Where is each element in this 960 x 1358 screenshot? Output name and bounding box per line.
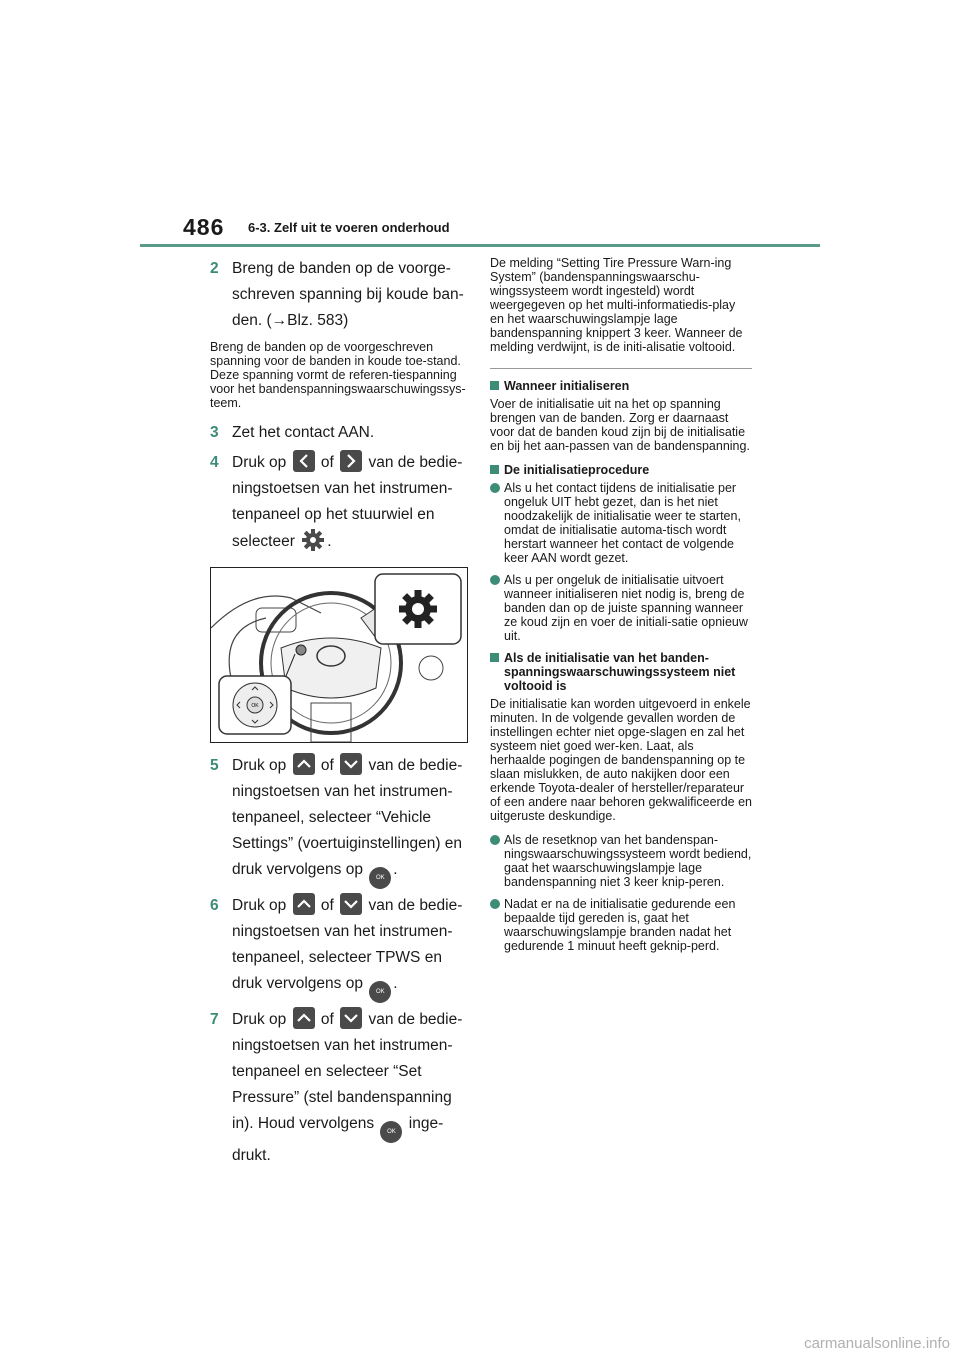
heading-square-icon [490, 381, 499, 390]
step-text-a: Druk op [232, 897, 287, 914]
step-number: 5 [210, 757, 219, 774]
ok-button-icon: OK [369, 867, 391, 889]
step-2 [210, 256, 470, 334]
bullet-text: Als u per ongeluk de initialisatie uitvoert wanneer initialiseren niet nodig is, breng de banden dan op de juiste spanning wanneer ze koud zijn en voer de initiali-satie opnieuw uit. [504, 573, 748, 643]
left-column [210, 256, 470, 1173]
step-text-a: Druk op [232, 757, 287, 774]
step-text-d: . [327, 533, 332, 550]
section-title: 6-3. Zelf uit te voeren onderhoud [248, 220, 450, 235]
heading-not-completed [490, 651, 752, 693]
step-text: Breng de banden op de voorge-schreven spanning bij koude ban-den. (→Blz. 583) [232, 260, 464, 329]
right-column [490, 256, 752, 961]
bullet-item [490, 897, 752, 953]
step-text-a: Druk op [232, 1011, 287, 1028]
step-text-b: of [320, 1011, 334, 1028]
bullet-item [490, 481, 752, 565]
when-initialize-text: Voer de initialisatie uit na het op spanning brengen van de banden. Zorg er daarnaast voor dat de banden koud zijn bij de initialisatie en bij het aan-passen van de bandenspanning. [490, 397, 750, 453]
chevron-down-icon [340, 1007, 362, 1029]
ok-button-icon: OK [380, 1121, 402, 1143]
gear-icon [301, 528, 325, 561]
step-text-c: van de bedie-ningstoetsen van het instrumen-tenpaneel en selecteer “Set Pressure” (stel bandenspanning in). Houd vervolgens [232, 1011, 463, 1132]
chevron-up-icon [293, 1007, 315, 1029]
step-text-b: of [320, 897, 334, 914]
heading-text: De initialisatieprocedure [504, 463, 650, 477]
steering-wheel-illustration [210, 567, 468, 743]
heading-when-initialize [490, 379, 752, 393]
chevron-right-icon [340, 450, 362, 472]
chevron-left-icon [293, 450, 315, 472]
step-3 [210, 420, 470, 446]
chevron-down-icon [340, 753, 362, 775]
bullet-dot-icon [490, 575, 500, 585]
step-7 [210, 1007, 470, 1169]
heading-square-icon [490, 653, 499, 662]
chevron-up-icon [293, 893, 315, 915]
step-text-d: . [393, 975, 398, 992]
heading-text: Wanneer initialiseren [504, 379, 630, 393]
step-5 [210, 753, 470, 889]
watermark: carmanualsonline.info [804, 1335, 950, 1352]
step-text-c: van de bedie-ningstoetsen van het instrumen-tenpaneel, selecteer “Vehicle Settings” (voertuiginstellingen) en druk vervolgens op [232, 757, 463, 878]
step-number: 2 [210, 260, 219, 277]
step-number: 4 [210, 454, 219, 471]
page-number: 486 [183, 214, 225, 240]
bullet-text: Nadat er na de initialisatie gedurende een bepaalde tijd gereden is, gaat het waarschuwingslampje branden nadat het gedurende 1 minuut heeft geknip-perd. [504, 897, 736, 953]
step-text-a: Druk op [232, 454, 287, 471]
bullet-text: Als u het contact tijdens de initialisatie per ongeluk UIT hebt gezet, dan is het niet noodzakelijk de initialisatie weer te starten, omdat de initialisatie automa-tisch wordt herstart wanneer het contact de volgende keer AAN wordt gezet. [504, 481, 741, 565]
heading-square-icon [490, 465, 499, 474]
heading-procedure [490, 463, 752, 477]
step-number: 7 [210, 1011, 219, 1028]
step-text: Zet het contact AAN. [232, 424, 375, 441]
bullet-text: Als de resetknop van het bandenspan-ningswaarschuwingssysteem wordt bediend, gaat het waarschuwingslampje lage bandenspanning niet 3 keer knip-peren. [504, 833, 752, 889]
intro-paragraph: De melding “Setting Tire Pressure Warn-ing System” (bandenspanningswaarschu-wingssysteem wordt ingesteld) wordt weergegeven op het multi-informatiedis-play en het waarschuwingslampje lage bandenspanning knippert 3 keer. Wanneer de melding verdwijnt, is de initi-alisatie voltooid. [490, 256, 743, 354]
step-2-note: Breng de banden op de voorgeschreven spanning voor de banden in koude toe-stand. Deze spanning vormt de referen-tiespanning voor het bandenspanningswaarschuwingssys-teem. [210, 340, 466, 410]
step-number: 6 [210, 897, 219, 914]
step-text-d: inge-drukt. [232, 1115, 444, 1164]
step-6 [210, 893, 470, 1003]
chevron-down-icon [340, 893, 362, 915]
bullet-dot-icon [490, 835, 500, 845]
step-text-c: van de bedie-ningstoetsen van het instrumen-tenpaneel, selecteer TPWS en druk vervolgens op [232, 897, 463, 992]
step-text-b: of [320, 757, 334, 774]
bullet-item [490, 573, 752, 643]
heading-text: Als de initialisatie van het banden-spanningswaarschuwingssysteem niet voltooid is [504, 651, 736, 693]
ok-button-label: OK [251, 703, 259, 709]
chevron-up-icon [293, 753, 315, 775]
bullet-dot-icon [490, 899, 500, 909]
not-completed-text: De initialisatie kan worden uitgevoerd in enkele minuten. In de volgende gevallen worden de instellingen echter niet opge-slagen en zal het systeem niet goed wer-ken. Laat, als herhaalde pogingen de bandenspanning op te slaan mislukken, de auto nakijken door een erkende Toyota-dealer of hersteller/reparateur of een andere naar behoren gekwalificeerde en uitgeruste deskundige. [490, 697, 752, 823]
step-text-c: van de bedie-ningstoetsen van het instrumen-tenpaneel op het stuurwiel en selecteer [232, 454, 463, 550]
step-text-d: . [393, 861, 398, 878]
step-number: 3 [210, 424, 219, 441]
header-rule [140, 244, 820, 247]
bullet-item [490, 833, 752, 889]
step-text-b: of [320, 454, 334, 471]
bullet-dot-icon [490, 483, 500, 493]
ok-button-icon: OK [369, 981, 391, 1003]
divider [490, 368, 752, 369]
step-4 [210, 450, 470, 561]
